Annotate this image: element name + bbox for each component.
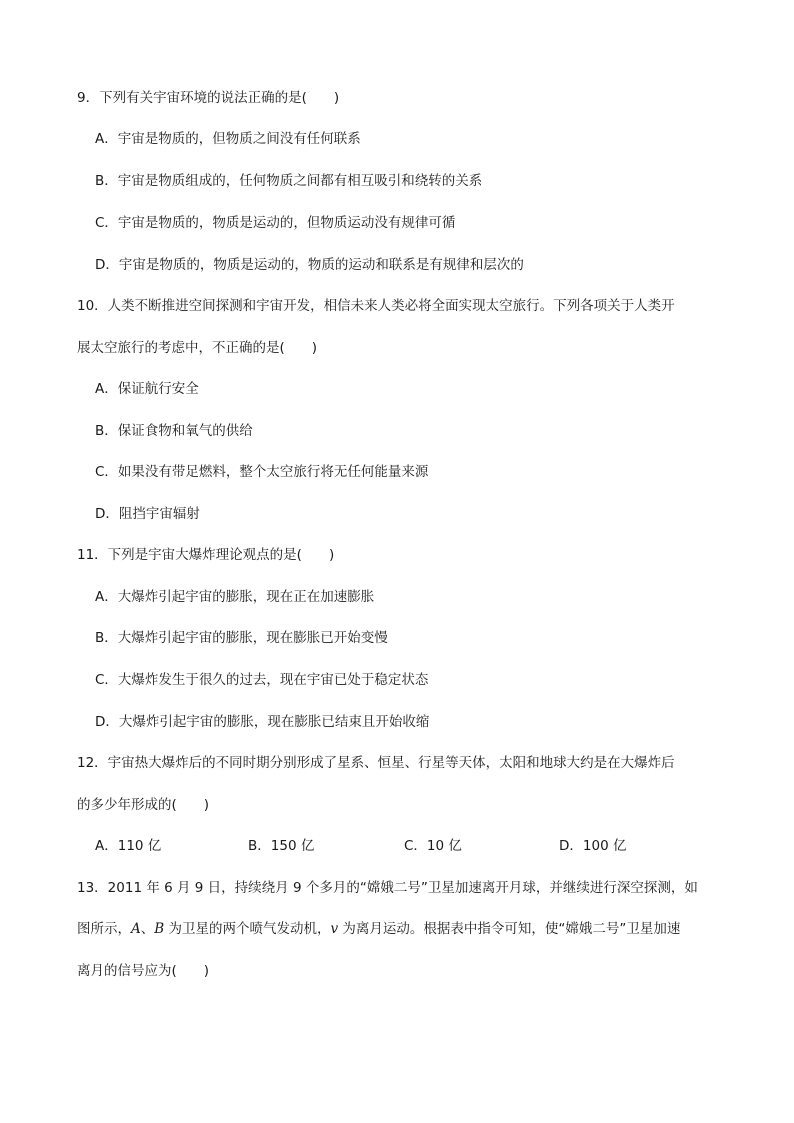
question-9-stem: 9．下列有关宇宙环境的说法正确的是( ) bbox=[77, 90, 340, 106]
question-10-option-a: A．保证航行安全 bbox=[95, 381, 199, 397]
velocity-label: v bbox=[330, 921, 339, 937]
question-13-text-part: 为卫星的两个喷气发动机， bbox=[164, 921, 331, 937]
question-12-stem-line-2: 的多少年形成的( ) bbox=[77, 797, 210, 813]
question-11-option-a: A．大爆炸引起宇宙的膨胀，现在正在加速膨胀 bbox=[95, 589, 375, 605]
question-13-stem-line-1: 13．2011 年 6 月 9 日，持续绕月 9 个多月的“嫦娥二号”卫星加速离开月球，并继续进行深空探测，如 bbox=[77, 880, 698, 896]
question-9-option-b: B．宇宙是物质组成的，任何物质之间都有相互吸引和绕转的关系 bbox=[95, 173, 483, 189]
question-13-stem-line-2 bbox=[77, 920, 680, 938]
question-10-stem-line-1: 10．人类不断推进空间探测和宇宙开发，相信未来人类必将全面实现太空旅行。下列各项关于人类开 bbox=[77, 298, 675, 314]
question-10-stem-line-2: 展太空旅行的考虑中，不正确的是( ) bbox=[77, 340, 318, 356]
question-11-option-b: B．大爆炸引起宇宙的膨胀，现在膨胀已开始变慢 bbox=[95, 630, 388, 646]
engine-b-label: B bbox=[154, 921, 165, 937]
question-12-option-b: B．150 亿 bbox=[248, 838, 315, 854]
question-10-option-c: C．如果没有带足燃料，整个太空旅行将无任何能量来源 bbox=[95, 464, 429, 480]
question-10-option-b: B．保证食物和氧气的供给 bbox=[95, 423, 253, 439]
question-12-stem-line-1: 12．宇宙热大爆炸后的不同时期分别形成了星系、恒星、行星等天体，太阳和地球大约是在大爆炸后 bbox=[77, 755, 675, 771]
question-11-option-d: D．大爆炸引起宇宙的膨胀，现在膨胀已结束且开始收缩 bbox=[95, 714, 430, 730]
question-10-option-d: D．阻挡宇宙辐射 bbox=[95, 506, 200, 522]
question-11-option-c: C．大爆炸发生于很久的过去，现在宇宙已处于稳定状态 bbox=[95, 672, 429, 688]
question-13-stem-line-3: 离月的信号应为( ) bbox=[77, 963, 210, 979]
engine-a-label: A bbox=[131, 921, 141, 937]
question-9-option-a: A．宇宙是物质的，但物质之间没有任何联系 bbox=[95, 131, 361, 147]
question-9-option-c: C．宇宙是物质的，物质是运动的，但物质运动没有规律可循 bbox=[95, 215, 456, 231]
question-11-stem: 11．下列是宇宙大爆炸理论观点的是( ) bbox=[77, 547, 335, 563]
question-12-option-d: D．100 亿 bbox=[559, 838, 627, 854]
question-12-option-a: A．110 亿 bbox=[95, 838, 162, 854]
question-13-text-part: 、 bbox=[140, 921, 155, 937]
question-12-option-c: C．10 亿 bbox=[404, 838, 462, 854]
question-13-text-part: 为离月运动。根据表中指令可知，使“嫦娥二号”卫星加速 bbox=[338, 921, 681, 937]
question-9-option-d: D．宇宙是物质的，物质是运动的，物质的运动和联系是有规律和层次的 bbox=[95, 257, 524, 273]
question-13-text-part: 图所示， bbox=[77, 921, 131, 937]
